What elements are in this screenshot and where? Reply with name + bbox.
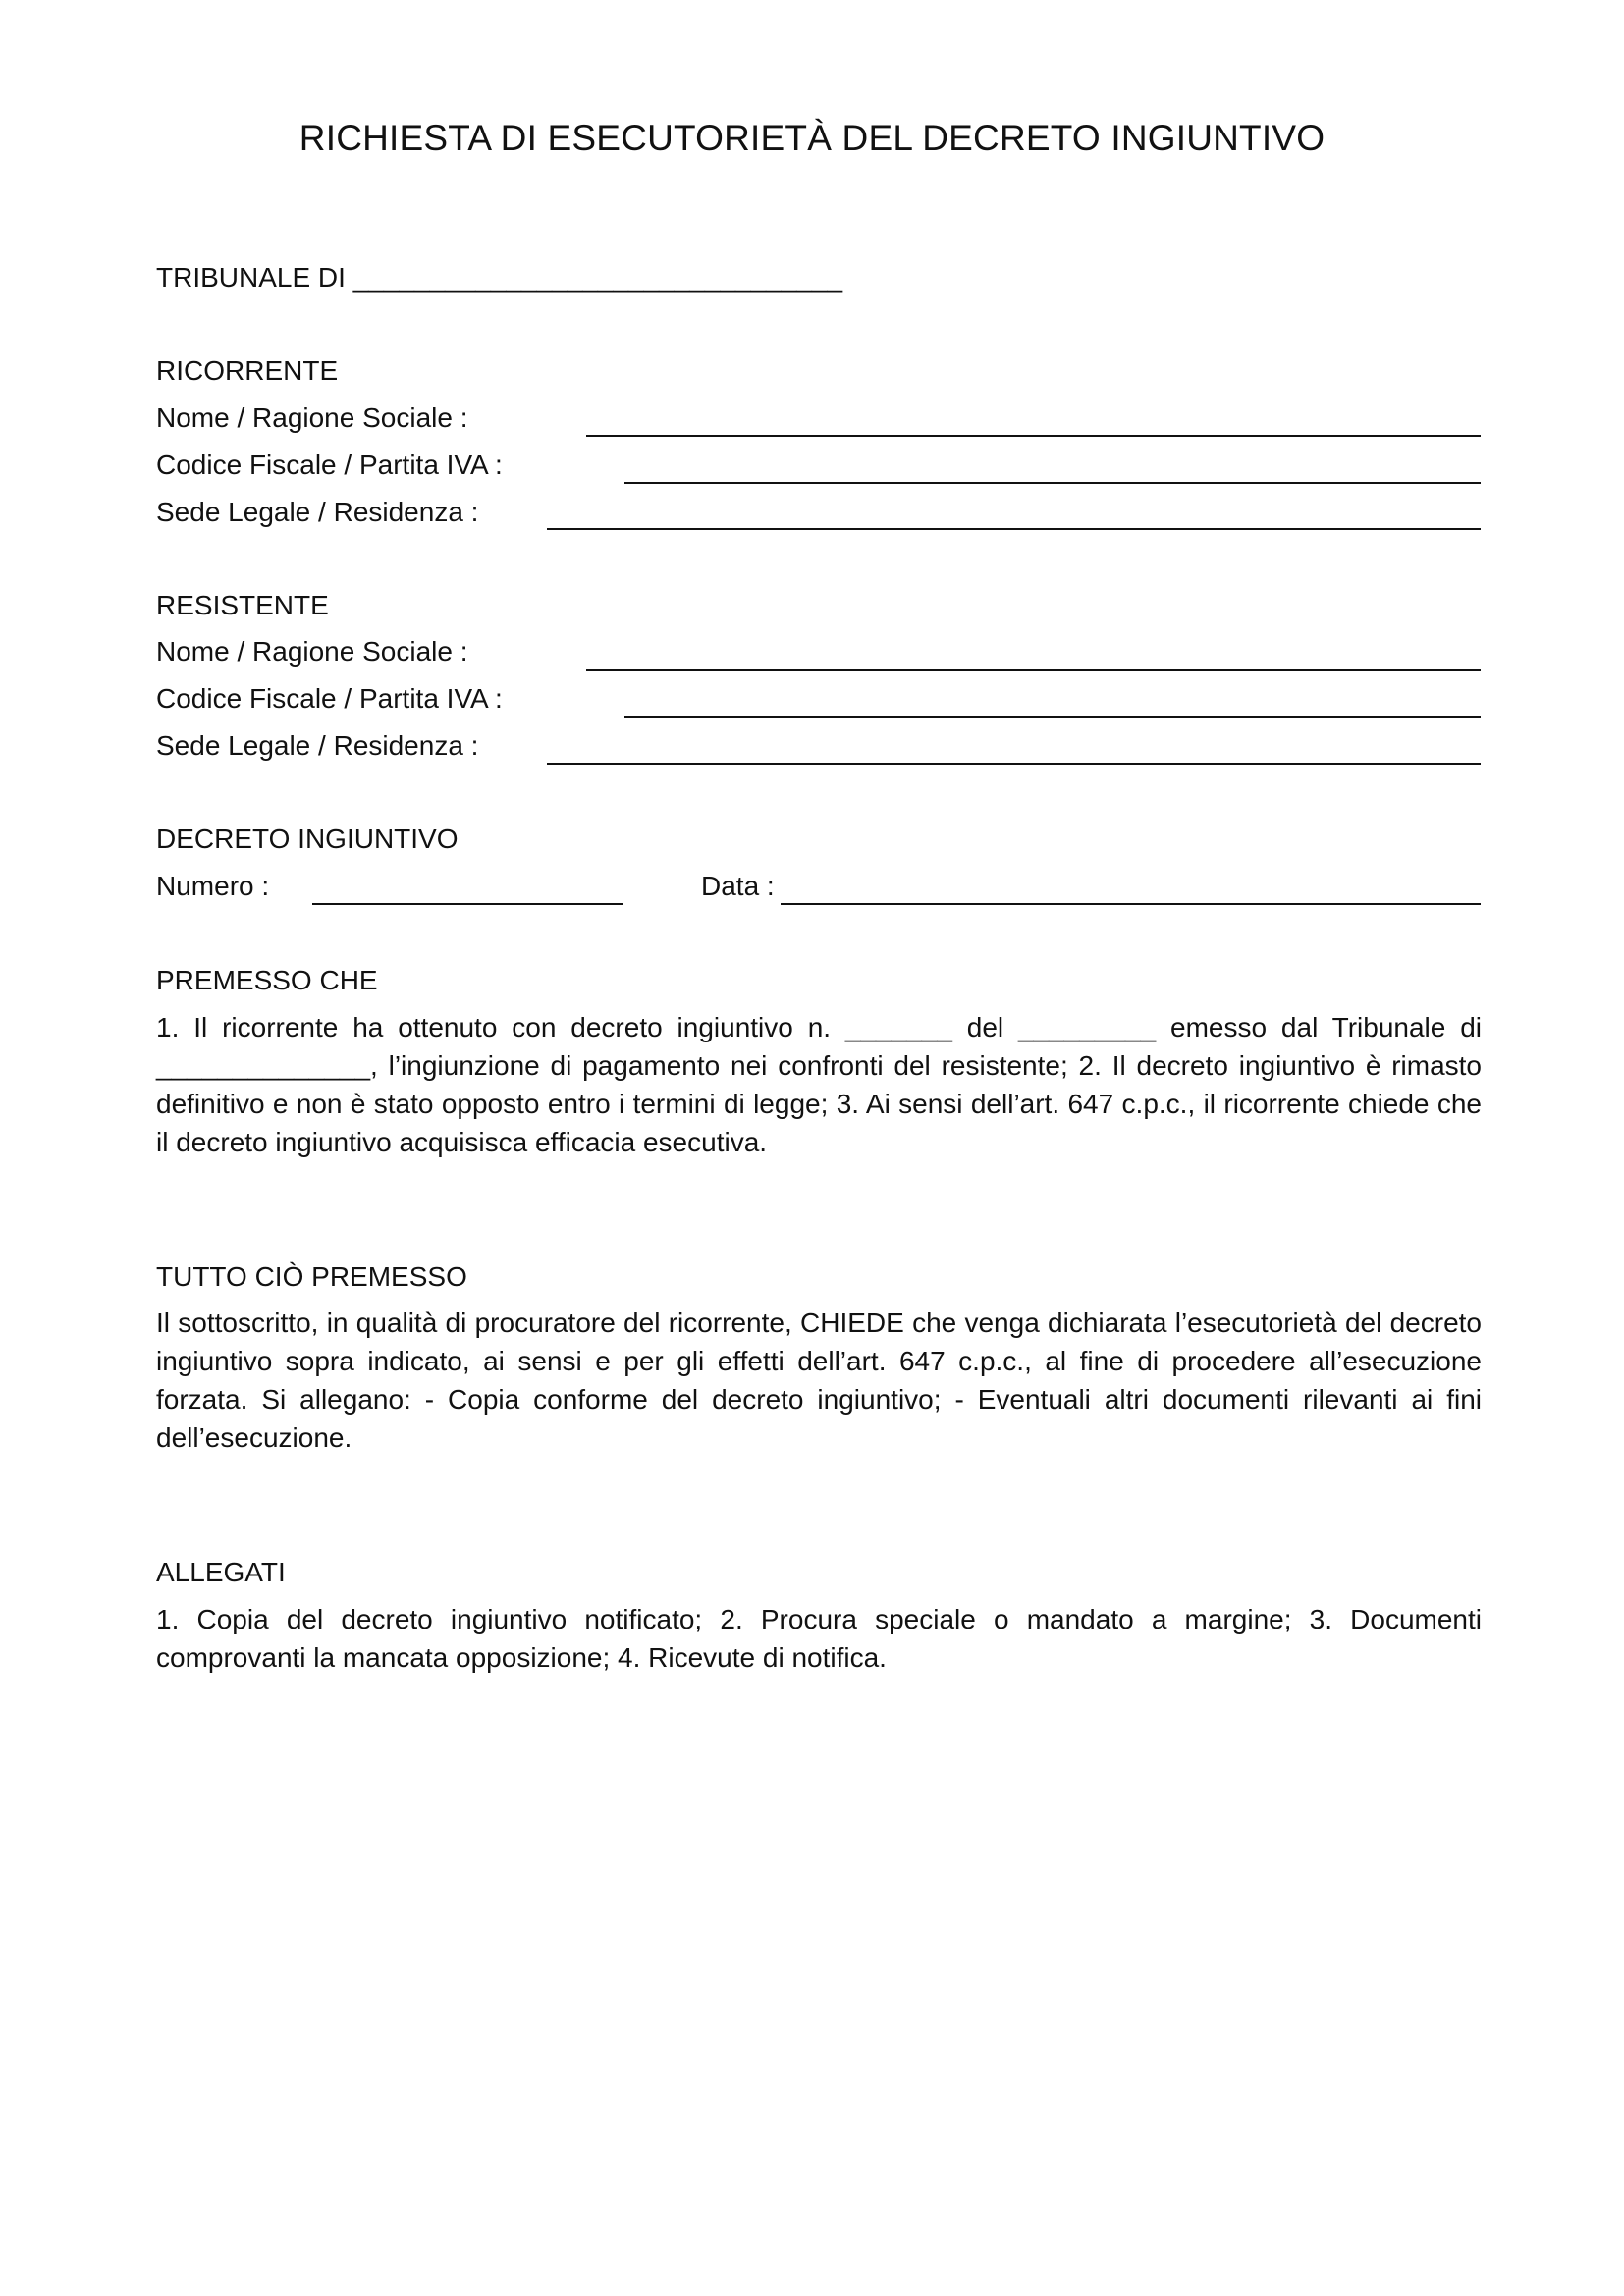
resistente-nome-label: Nome / Ragione Sociale :	[156, 636, 468, 667]
resistente-nome-line[interactable]	[586, 669, 1481, 671]
decreto-data-label: Data :	[701, 871, 775, 901]
decreto-numero-line[interactable]	[312, 903, 623, 905]
premesso-text: 1. Il ricorrente ha ottenuto con decreto ingiuntivo n. _______ del _________ emesso dal Tribunale di ______________, l’ingiunzione di pagamento nei confronti del resistente; 2. Il decreto ingiuntivo è rimasto definitivo e non è stato opposto entro i termini di legge; 3. Ai sensi dell’art. 647 c.p.c., il ricorrente chiede che il decreto ingiuntivo acquisisca efficacia esecutiva.	[156, 1012, 1482, 1157]
ricorrente-cf-label: Codice Fiscale / Partita IVA :	[156, 450, 503, 480]
resistente-heading: RESISTENTE	[156, 590, 329, 620]
ricorrente-nome-line[interactable]	[586, 435, 1481, 437]
document-title: RICHIESTA DI ESECUTORIETÀ DEL DECRETO INGIUNTIVO	[298, 118, 1326, 158]
tribunale-label: TRIBUNALE DI ________________________________	[156, 262, 843, 293]
resistente-sede-label: Sede Legale / Residenza :	[156, 730, 479, 761]
decreto-heading: DECRETO INGIUNTIVO	[156, 824, 459, 854]
tutto-premesso-text: Il sottoscritto, in qualità di procuratore del ricorrente, CHIEDE che venga dichiarata l’esecutorietà del decreto ingiuntivo sopra indicato, ai sensi e per gli effetti dell’art. 647 c.p.c., al fine di procedere all’esecuzione forzata. Si allegano: - Copia conforme del decreto ingiuntivo; - Eventuali altri documenti rilevanti ai fini dell’esecuzione.	[156, 1308, 1482, 1453]
decreto-numero-label: Numero :	[156, 871, 270, 901]
ricorrente-cf-line[interactable]	[624, 482, 1481, 484]
ricorrente-nome-label: Nome / Ragione Sociale :	[156, 402, 468, 433]
resistente-cf-label: Codice Fiscale / Partita IVA :	[156, 683, 503, 714]
allegati-text: 1. Copia del decreto ingiuntivo notificato; 2. Procura speciale o mandato a margine; 3. Documenti comprovanti la mancata opposizione; 4. Ricevute di notifica.	[156, 1604, 1482, 1673]
ricorrente-heading: RICORRENTE	[156, 355, 339, 386]
resistente-cf-line[interactable]	[624, 716, 1481, 718]
allegati-heading: ALLEGATI	[156, 1557, 286, 1587]
tutto-premesso-heading: TUTTO CIÒ PREMESSO	[156, 1261, 467, 1292]
ricorrente-sede-line[interactable]	[547, 528, 1481, 530]
premesso-heading: PREMESSO CHE	[156, 965, 378, 995]
ricorrente-sede-label: Sede Legale / Residenza :	[156, 497, 479, 527]
resistente-sede-line[interactable]	[547, 763, 1481, 765]
decreto-data-line[interactable]	[781, 903, 1481, 905]
